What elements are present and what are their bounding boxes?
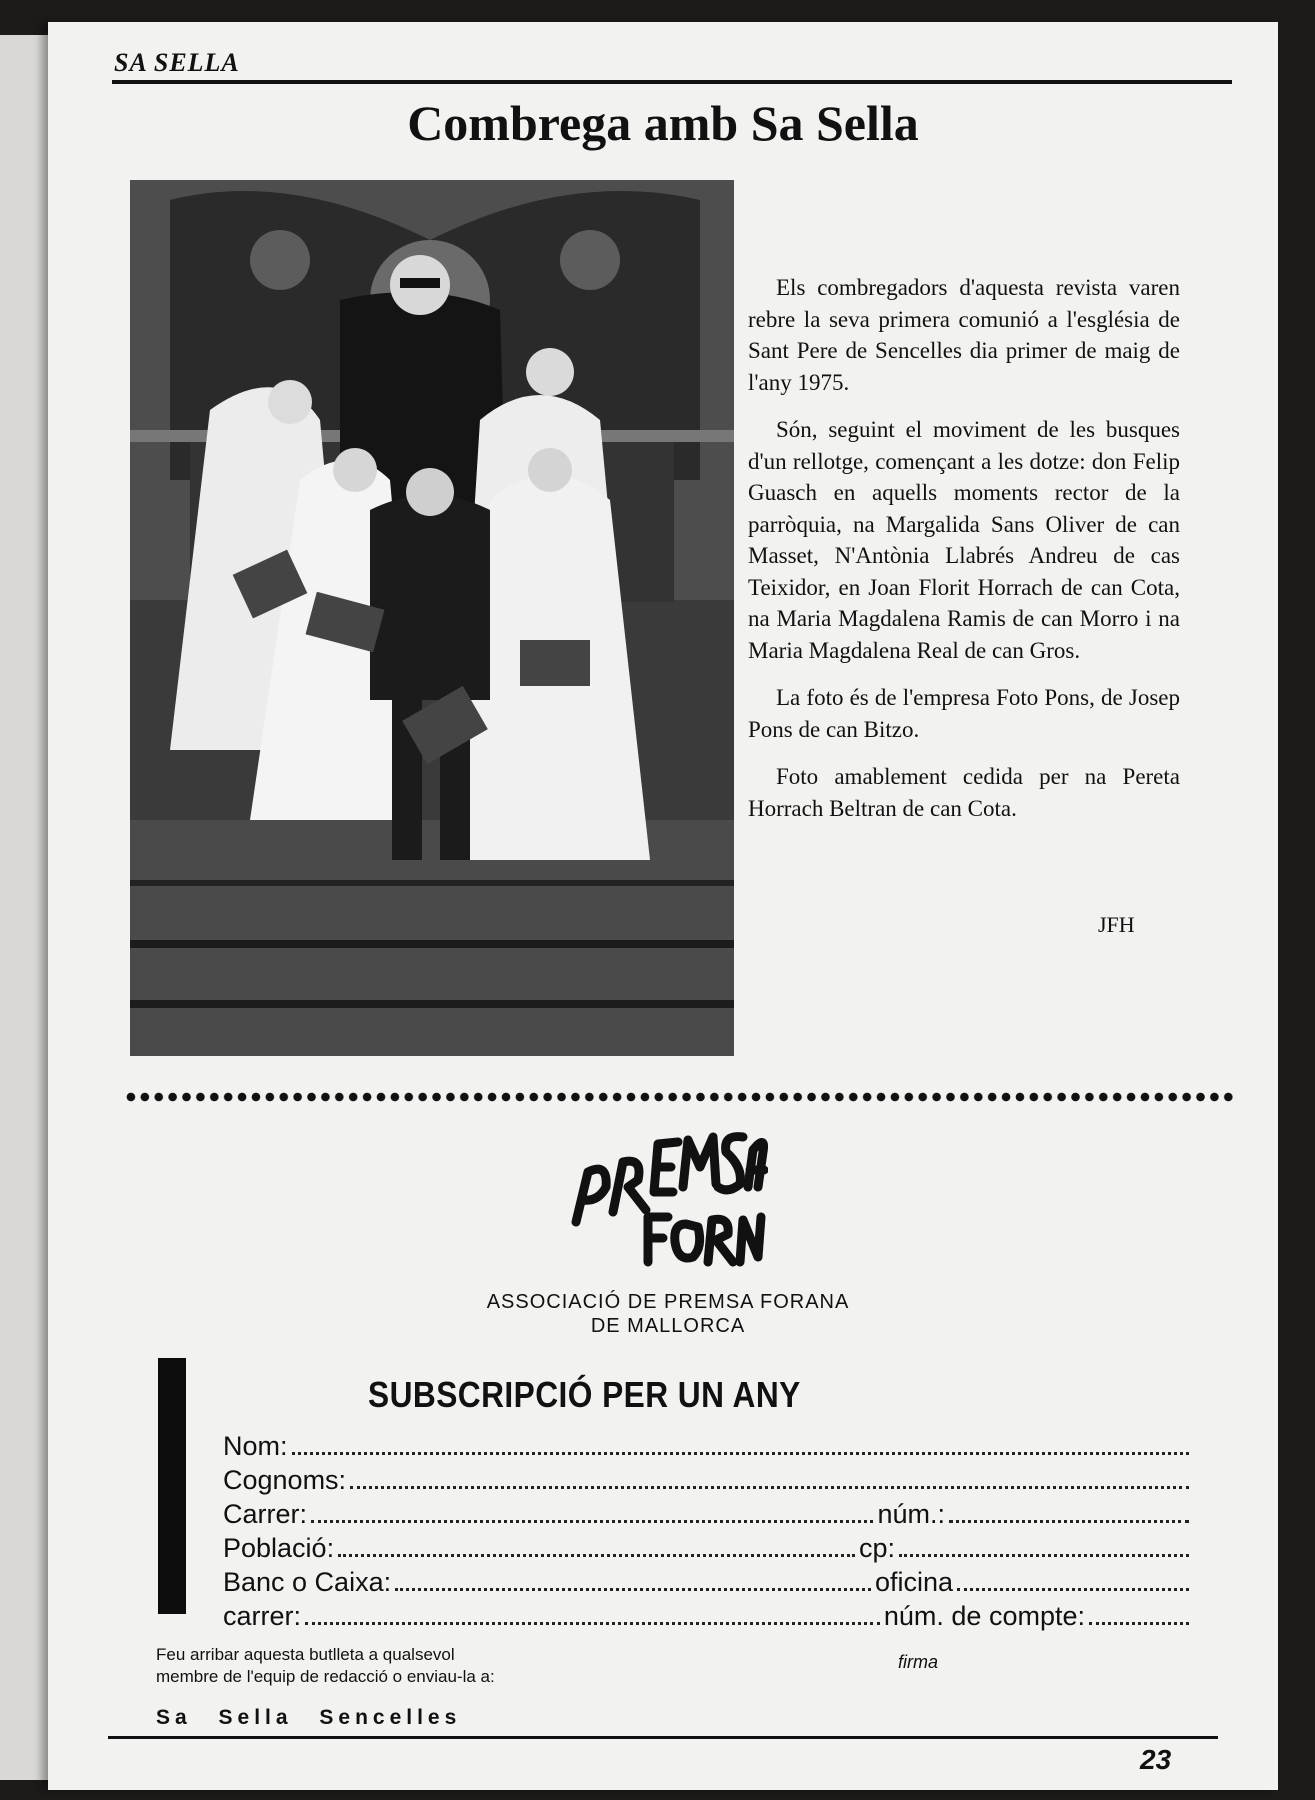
footer-rule <box>108 1736 1218 1739</box>
field-label: Cognoms: <box>223 1465 347 1495</box>
field-nom[interactable] <box>223 1428 1193 1462</box>
dotted-line[interactable] <box>949 1520 1189 1523</box>
premsa-forana-logo <box>568 1112 768 1272</box>
note-line: membre de l'equip de redacció o enviau-la a: <box>156 1667 495 1686</box>
header-rule <box>112 80 1232 84</box>
field-label: oficina <box>874 1567 953 1597</box>
article-paragraph: Són, seguint el moviment de les busques d'un rellotge, començant a les dotze: don Felip Guasch en aquells moments rector de la parròquia, na Margalida Sans Oliver de can Masset, N'Antònia Llabrés Andreu de cas Teixidor, en Joan Florit Horrach de can Cota, na Maria Magdalena Ramis de can Morro i na Maria Magdalena Real de can Gros. <box>748 417 1180 663</box>
dotted-line[interactable] <box>305 1622 880 1625</box>
dotted-line[interactable] <box>395 1588 871 1591</box>
dotted-line[interactable] <box>338 1554 855 1557</box>
black-bar <box>158 1358 186 1614</box>
dotted-line[interactable] <box>350 1486 1189 1489</box>
field-label: Carrer: <box>223 1499 308 1529</box>
signature-label: firma <box>898 1652 938 1672</box>
association-line: DE MALLORCA <box>590 1315 746 1337</box>
association-name <box>448 1290 888 1338</box>
field-label: núm.: <box>877 1499 945 1529</box>
mailing-note <box>156 1644 495 1688</box>
field-label: carrer: <box>223 1601 302 1631</box>
field-poblacio[interactable] <box>223 1530 1193 1564</box>
note-line: Feu arribar aquesta butlleta a qualsevol <box>156 1645 455 1664</box>
field-label: Nom: <box>223 1431 288 1461</box>
article-title: Combrega amb Sa Sella <box>407 95 919 151</box>
field-label: Banc o Caixa: <box>223 1567 392 1597</box>
field-label: núm. de compte: <box>883 1601 1085 1631</box>
dotted-line[interactable] <box>957 1588 1189 1591</box>
field-banc[interactable] <box>223 1564 1193 1598</box>
page-edge <box>0 35 52 1780</box>
section-header: SA SELLA <box>114 48 240 77</box>
field-label: cp: <box>858 1533 895 1563</box>
article-paragraph: Foto amablement cedida per na Pereta Horrach Beltran de can Cota. <box>748 764 1180 821</box>
dotted-line[interactable] <box>1089 1622 1189 1625</box>
field-label: Població: <box>223 1533 335 1563</box>
dotted-line[interactable] <box>311 1520 873 1523</box>
magazine-page <box>48 22 1278 1790</box>
article-paragraph: Els combregadors d'aquesta revista varen rebre la seva primera comunió a l'església de Sant Pere de Sencelles dia primer de maig de l'any 1975. <box>748 275 1180 395</box>
dotted-line[interactable] <box>292 1452 1189 1455</box>
field-cognoms[interactable] <box>223 1462 1193 1496</box>
dotted-line[interactable] <box>899 1554 1189 1557</box>
field-carrer-banc[interactable] <box>223 1598 1193 1632</box>
subscription-title: SUBSCRIPCIÓ PER UN ANY <box>368 1374 801 1415</box>
article-body <box>748 272 1180 840</box>
dotted-separator <box>124 1090 1234 1104</box>
mailing-address: Sa Sella Sencelles <box>156 1706 462 1729</box>
page-number: 23 <box>1140 1744 1172 1775</box>
association-line: ASSOCIACIÓ DE PREMSA FORANA <box>486 1291 850 1313</box>
article-paragraph: La foto és de l'empresa Foto Pons, de Josep Pons de can Bitzo. <box>748 685 1180 742</box>
communion-photo <box>130 180 734 1056</box>
article-signature: JFH <box>1098 912 1135 937</box>
field-carrer[interactable] <box>223 1496 1193 1530</box>
